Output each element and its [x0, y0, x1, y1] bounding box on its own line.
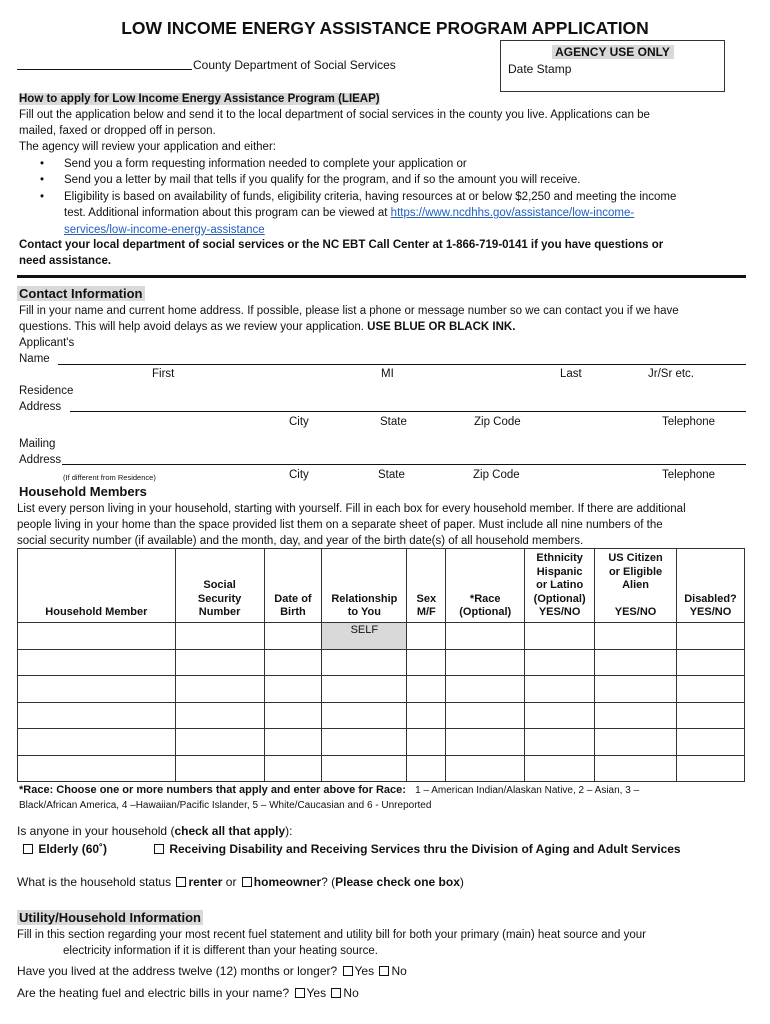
table-row: [18, 755, 745, 782]
elderly-checkbox[interactable]: [23, 844, 33, 854]
renter-checkbox[interactable]: [176, 877, 186, 887]
table-cell[interactable]: [525, 755, 595, 782]
table-cell[interactable]: [676, 755, 744, 782]
mailing-address-field[interactable]: [62, 464, 746, 465]
county-label: County Department of Social Services: [193, 58, 396, 72]
telephone-label: Telephone: [662, 469, 716, 481]
state-label: State: [380, 416, 407, 428]
city-label: City: [289, 416, 309, 428]
first-label: First: [152, 368, 175, 380]
table-cell[interactable]: [676, 623, 744, 650]
table-cell[interactable]: [175, 649, 264, 676]
table-cell[interactable]: [595, 623, 677, 650]
table-cell[interactable]: [525, 702, 595, 729]
table-cell[interactable]: [322, 676, 407, 703]
applicant-label-2: Name: [19, 353, 50, 365]
residence-address-field[interactable]: [70, 411, 746, 412]
table-cell[interactable]: [175, 729, 264, 756]
col-relationship: Relationship to You: [322, 549, 407, 623]
table-cell[interactable]: [525, 623, 595, 650]
table-cell[interactable]: [407, 676, 446, 703]
household-status-question: What is the household status renter or homeowner? (Please check one box): [17, 875, 464, 889]
table-cell[interactable]: [264, 729, 322, 756]
household-intro-3: social security number (if available) and the month, day, and year of the birth date(s) of all household members.: [17, 535, 584, 547]
contact-intro-1: Fill in your name and current home address. If possible, please list a phone or message number so we can contact you if we have: [19, 305, 679, 317]
utility-intro-1: Fill in this section regarding your most recent fuel statement and utility bill for both your primary (main) heat source and your: [17, 929, 646, 941]
table-cell[interactable]: [407, 729, 446, 756]
table-cell[interactable]: [595, 649, 677, 676]
table-row: [18, 649, 745, 676]
race-note-2: Black/African America, 4 –Hawaiian/Pacific Islander, 5 – White/Caucasian and 6 - Unreported: [19, 800, 432, 811]
state-label: State: [378, 469, 405, 481]
zip-label: Zip Code: [474, 416, 521, 428]
disability-checkbox[interactable]: [154, 844, 164, 854]
table-cell[interactable]: [175, 676, 264, 703]
table-cell[interactable]: [407, 623, 446, 650]
table-row: [18, 623, 745, 650]
section-divider: [17, 275, 746, 278]
table-cell[interactable]: [525, 676, 595, 703]
table-cell[interactable]: [676, 649, 744, 676]
form-title: LOW INCOME ENERGY ASSISTANCE PROGRAM APPLICATION: [121, 18, 649, 38]
table-cell[interactable]: [676, 702, 744, 729]
table-cell[interactable]: [407, 755, 446, 782]
table-cell[interactable]: [525, 649, 595, 676]
table-cell[interactable]: [595, 676, 677, 703]
contact-intro-2: questions. This will help avoid delays as we review your application. USE BLUE OR BLACK INK.: [19, 321, 516, 333]
telephone-label: Telephone: [662, 416, 716, 428]
contact-heading: Contact Information: [19, 286, 143, 301]
q2-no-checkbox[interactable]: [331, 988, 341, 998]
table-cell[interactable]: [264, 702, 322, 729]
agency-use-title: AGENCY USE ONLY: [552, 45, 674, 59]
bullet-item: • Eligibility is based on availability of funds, eligibility criteria, having resources at or below $2,250 and meeting the income test. Additional information about this program can be viewed at https://www.ncdhhs.gov/assistance/low-income- services/low-income-energy-assistance: [40, 189, 740, 238]
q1-no-checkbox[interactable]: [379, 966, 389, 976]
q2-yes-checkbox[interactable]: [295, 988, 305, 998]
self-cell: SELF: [322, 623, 407, 650]
elderly-option: Elderly (60˚): [21, 842, 107, 856]
contact-note-2: need assistance.: [19, 255, 112, 267]
table-cell[interactable]: [322, 702, 407, 729]
lieap-link-1[interactable]: https://www.ncdhhs.gov/assistance/low-income-: [390, 207, 635, 220]
table-cell[interactable]: [322, 755, 407, 782]
table-cell[interactable]: [264, 649, 322, 676]
bullet-item: • Send you a letter by mail that tells if you qualify for the program, and if so the amount you will receive.: [40, 172, 740, 188]
col-ethnicity: Ethnicity Hispanic or Latino (Optional) YES/NO: [525, 549, 595, 623]
household-table: [17, 548, 745, 782]
utility-heading: Utility/Household Information: [19, 910, 201, 925]
mailing-label-2: Address: [19, 454, 62, 466]
household-intro-1: List every person living in your household, starting with yourself. Fill in each box for every household member. If there are additional: [17, 503, 686, 515]
table-cell[interactable]: [407, 702, 446, 729]
table-cell[interactable]: [18, 729, 176, 756]
table-cell[interactable]: [446, 755, 525, 782]
howto-heading: How to apply for Low Income Energy Assistance Program (LIEAP): [19, 93, 380, 105]
household-intro-2: people living in your home than the space provided list them on a separate sheet of paper. Must include all nine numbers of the: [17, 519, 663, 531]
table-cell[interactable]: [322, 649, 407, 676]
table-cell[interactable]: [175, 623, 264, 650]
howto-text-2: mailed, faxed or dropped off in person.: [19, 125, 216, 137]
table-row: [18, 676, 745, 703]
table-row: [18, 729, 745, 756]
howto-bullets: [40, 156, 740, 238]
table-cell[interactable]: [264, 623, 322, 650]
bullet-item: • Send you a form requesting information needed to complete your application or: [40, 156, 740, 172]
disability-option: Receiving Disability and Receiving Services thru the Division of Aging and Adult Services: [152, 842, 681, 856]
homeowner-checkbox[interactable]: [242, 877, 252, 887]
table-cell[interactable]: [175, 755, 264, 782]
howto-text-1: Fill out the application below and send it to the local department of social services in the county you live. Applications can be: [19, 109, 650, 121]
table-cell[interactable]: [446, 623, 525, 650]
q1-yes-checkbox[interactable]: [343, 966, 353, 976]
col-sex: Sex M/F: [407, 549, 446, 623]
col-ssn: Social Security Number: [175, 549, 264, 623]
col-citizen: US Citizen or Eligible Alien YES/NO: [595, 549, 677, 623]
anyone-question: Is anyone in your household (check all that apply):: [17, 824, 293, 838]
agency-use-box: [500, 40, 725, 92]
table-cell[interactable]: [595, 729, 677, 756]
table-cell[interactable]: [446, 649, 525, 676]
table-cell[interactable]: [525, 729, 595, 756]
table-cell[interactable]: [446, 729, 525, 756]
household-heading: Household Members: [19, 484, 147, 499]
lived-12-months-question: Have you lived at the address twelve (12) months or longer? Yes No: [17, 964, 407, 978]
last-label: Last: [560, 368, 582, 380]
utility-intro-2: electricity information if it is different than your heating source.: [63, 945, 378, 957]
mailing-label-1: Mailing: [19, 438, 56, 450]
suffix-label: Jr/Sr etc.: [648, 368, 695, 380]
table-cell[interactable]: [18, 702, 176, 729]
table-cell[interactable]: [18, 755, 176, 782]
col-race: *Race (Optional): [446, 549, 525, 623]
howto-text-3: The agency will review your application and either:: [19, 141, 276, 153]
table-cell[interactable]: [446, 702, 525, 729]
table-cell[interactable]: [322, 729, 407, 756]
applicant-name-field[interactable]: [58, 364, 746, 365]
mi-label: MI: [381, 368, 394, 380]
table-cell[interactable]: [264, 755, 322, 782]
city-label: City: [289, 469, 309, 481]
bills-in-name-question: Are the heating fuel and electric bills in your name? Yes No: [17, 986, 359, 1000]
county-name-field[interactable]: [17, 69, 192, 70]
table-cell[interactable]: [676, 676, 744, 703]
applicant-label-1: Applicant's: [19, 337, 75, 349]
col-household-member: Household Member: [18, 549, 176, 623]
contact-note-1: Contact your local department of social services or the NC EBT Call Center at 1-866-719-0141 if you have questions or: [19, 239, 664, 251]
table-cell[interactable]: [18, 623, 176, 650]
date-stamp-label: Date Stamp: [508, 62, 572, 76]
table-cell[interactable]: [175, 702, 264, 729]
table-cell[interactable]: [18, 649, 176, 676]
residence-label-1: Residence: [19, 385, 74, 397]
race-note-1: *Race: Choose one or more numbers that apply and enter above for Race: 1 – American Indian/Alaskan Native, 2 – Asian, 3 –: [19, 784, 640, 796]
table-cell[interactable]: [676, 729, 744, 756]
table-cell[interactable]: [264, 676, 322, 703]
col-disabled: Disabled? YES/NO: [676, 549, 744, 623]
residence-label-2: Address: [19, 401, 62, 413]
col-dob: Date of Birth: [264, 549, 322, 623]
table-cell[interactable]: [595, 755, 677, 782]
lieap-link-2[interactable]: services/low-income-energy-assistance: [64, 223, 265, 236]
zip-label: Zip Code: [473, 469, 520, 481]
table-row: [18, 702, 745, 729]
table-cell[interactable]: [407, 649, 446, 676]
if-different-note: (If different from Residence): [63, 473, 156, 482]
table-cell[interactable]: [18, 676, 176, 703]
table-cell[interactable]: [595, 702, 677, 729]
table-cell[interactable]: [446, 676, 525, 703]
